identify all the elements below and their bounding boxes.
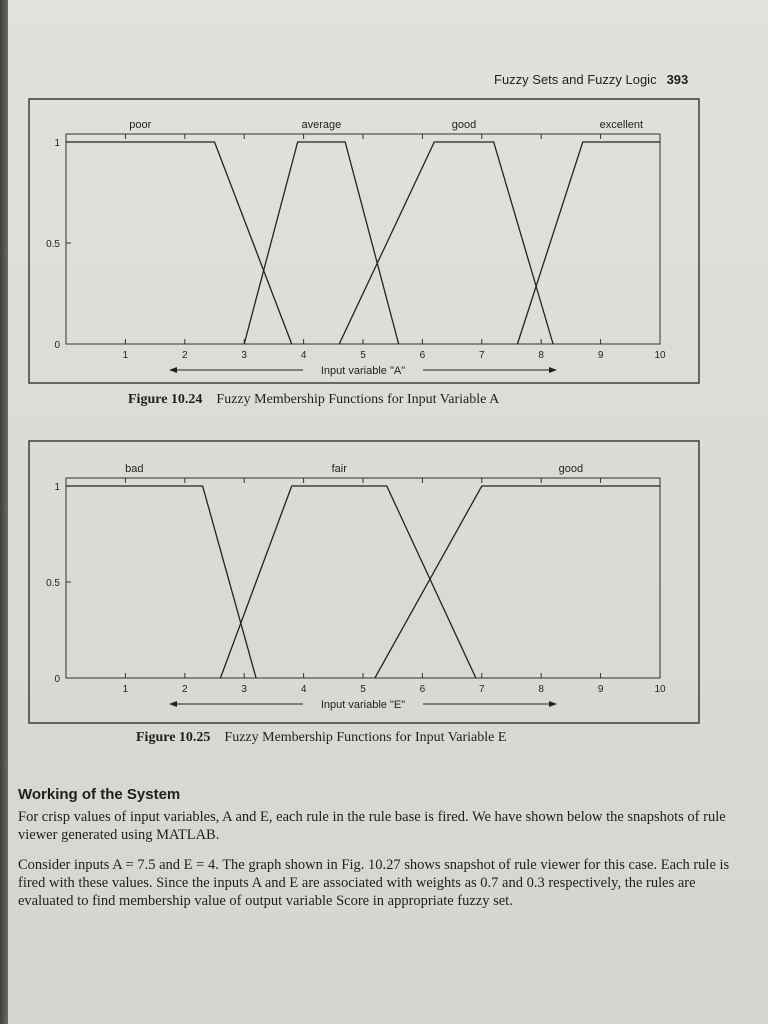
chart-a-xtick-label: 8 <box>538 350 544 361</box>
chart-e-xtick-label: 6 <box>419 684 426 695</box>
chart-e-ytick-label: 0 <box>54 674 60 685</box>
chart-e-xtick-label: 10 <box>654 684 666 695</box>
chart-a-ytick-label: 0.5 <box>46 239 60 250</box>
chart-e-outer-frame <box>29 441 699 723</box>
figure-e-chart <box>28 440 700 724</box>
chart-a-xtick-label: 6 <box>419 350 426 361</box>
chart-e-xtick-label: 9 <box>597 684 604 695</box>
running-title: Fuzzy Sets and Fuzzy Logic <box>494 72 657 87</box>
chart-a-series-label: poor <box>129 119 152 131</box>
chart-e-xtick-label: 2 <box>182 684 188 695</box>
chart-a-ytick-label: 0 <box>54 340 60 351</box>
book-page <box>8 0 768 1024</box>
chart-e-series-bad <box>66 486 256 678</box>
paragraph-1: For crisp values of input variables, A and E, each rule in the rule base is fired. We have shown below the snapshots of rule viewer generated using MATLAB. <box>18 809 726 843</box>
chart-e-xtick-label: 7 <box>479 684 485 695</box>
chart-a-xtick-label: 7 <box>479 350 485 361</box>
figure-e-number: Figure 10.25 <box>136 730 211 745</box>
chart-a-xtick-label: 2 <box>182 350 188 361</box>
chart-a-series-average <box>244 142 398 344</box>
chart-a-xlabel: Input variable "A" <box>320 365 406 377</box>
figure-a-caption <box>128 392 499 408</box>
figure-a-svg <box>28 98 700 384</box>
chart-e-xtick-label: 3 <box>241 684 247 695</box>
figure-a-number: Figure 10.24 <box>128 392 203 407</box>
paragraph-2: Consider inputs A = 7.5 and E = 4. The graph shown in Fig. 10.27 shows snapshot of rule viewer for this case. Each rule is fired with these values. Since the inputs A and E are associated with weights as 0.7 and 0.3 respectively, the rules are evaluated to find membership value of output variable Score in appropriate fuzzy set. <box>18 857 730 909</box>
chart-a-xtick-label: 5 <box>360 350 366 361</box>
chart-e-series-good <box>375 486 660 678</box>
chart-a-xtick-label: 9 <box>597 350 604 361</box>
chart-a-series-label: excellent <box>599 119 644 131</box>
figure-e-svg <box>28 440 700 724</box>
chart-a-xtick-label: 4 <box>300 350 307 361</box>
chart-e-ytick-label: 0.5 <box>46 578 60 589</box>
chart-e-xtick-label: 5 <box>360 684 366 695</box>
figure-e-caption-text: Fuzzy Membership Functions for Input Variable E <box>224 730 507 745</box>
figure-a-chart <box>28 98 700 384</box>
chart-e-arrow-left-head <box>169 701 177 707</box>
running-head <box>494 72 688 87</box>
figure-e-caption <box>136 730 506 746</box>
chart-a-series-poor <box>66 142 292 344</box>
chart-e-arrow-right-head <box>549 701 557 707</box>
chart-e-ytick-label: 1 <box>54 482 60 493</box>
chart-e-series-label: fair <box>331 463 347 475</box>
chart-e-xlabel: Input variable "E" <box>320 699 406 711</box>
chart-e-series-label: good <box>558 463 584 475</box>
chart-e-axes-box <box>66 478 660 678</box>
chart-e-xtick-label: 4 <box>300 684 307 695</box>
chart-a-xtick-label: 3 <box>241 350 247 361</box>
page-number: 393 <box>666 72 689 87</box>
chart-e-xtick-label: 8 <box>538 684 544 695</box>
chart-e-xtick-label: 1 <box>122 684 129 695</box>
chart-e-series-fair <box>220 486 475 678</box>
chart-a-xtick-label: 10 <box>654 350 666 361</box>
chart-a-xtick-label: 1 <box>122 350 129 361</box>
chart-a-arrow-right-head <box>549 367 557 373</box>
figure-a-caption-text: Fuzzy Membership Functions for Input Variable A <box>216 392 500 407</box>
chart-a-series-label: good <box>451 119 477 131</box>
chart-a-series-label: average <box>301 119 342 131</box>
book-spine <box>0 0 8 1024</box>
section-heading: Working of the System <box>18 786 181 803</box>
chart-a-ytick-label: 1 <box>54 138 60 149</box>
chart-a-axes-box <box>66 134 660 344</box>
chart-e-series-label: bad <box>125 463 144 475</box>
chart-a-series-excellent <box>517 142 660 344</box>
chart-a-arrow-left-head <box>169 367 177 373</box>
